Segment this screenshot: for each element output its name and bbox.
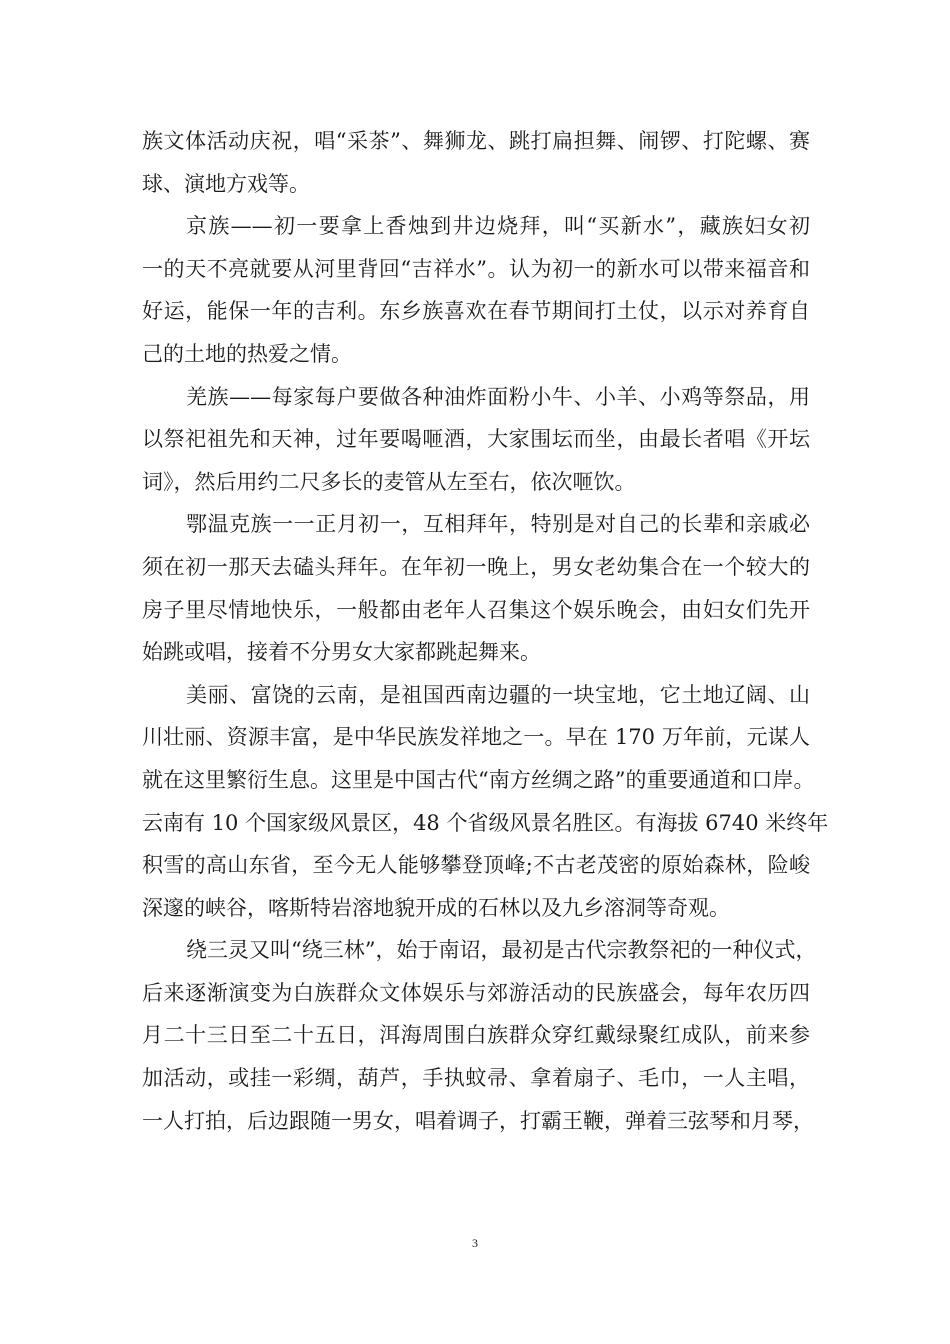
text-line: 加活动，或挂一彩绸，葫芦，手执蚊帚、拿着扇子、毛巾，一人主唱，: [142, 1066, 810, 1091]
text-line: 后来逐渐演变为白族群众文体娱乐与郊游活动的民族盛会，每年农历四: [142, 980, 810, 1005]
text-line: 鄂温克族一一正月初一，互相拜年，特别是对自己的长辈和亲戚必: [186, 512, 810, 537]
text-line: 以祭祀祖先和天神，过年要喝咂酒，大家围坛而坐，由最长者唱《开坛: [142, 427, 810, 452]
text-line: 须在初一那天去磕头拜年。在年初一晚上，男女老幼集合在一个较大的: [142, 554, 810, 579]
text-line: 球、演地方戏等。: [142, 171, 310, 196]
text-line: 一的天不亮就要从河里背回“吉祥水”。认为初一的新水可以带来福音和: [142, 256, 810, 281]
text-line: 己的土地的热爱之情。: [142, 341, 352, 366]
text-line: 深邃的峡谷，喀斯特岩溶地貌开成的石林以及九乡溶洞等奇观。: [142, 895, 730, 920]
text-line: 族文体活动庆祝，唱“采茶”、舞狮龙、跳打扁担舞、闹锣、打陀螺、赛: [142, 129, 810, 153]
text-line: 云南有 10 个国家级风景区，48 个省级风景名胜区。有海拔 6740 米终年: [142, 810, 829, 835]
text-line: 羌族——每家每户要做各种油炸面粉小牛、小羊、小鸡等祭品，用: [186, 384, 810, 409]
text-line: 一人打拍，后边跟随一男女，唱着调子，打霸王鞭，弹着三弦琴和月琴，: [142, 1108, 814, 1133]
text-line: 好运，能保一年的吉利。东乡族喜欢在春节期间打土仗，以示对养育自: [142, 299, 810, 324]
page-number: 3: [472, 1236, 478, 1250]
text-line: 川壮丽、资源丰富，是中华民族发祥地之一。早在 170 万年前，元谋人: [142, 725, 810, 750]
text-line: 京族——初一要拿上香烛到井边烧拜，叫“买新水”，藏族妇女初: [186, 214, 810, 239]
text-line: 月二十三日至二十五日，洱海周围白族群众穿红戴绿聚红成队，前来参: [142, 1023, 810, 1048]
text-line: 就在这里繁衍生息。这里是中国古代“南方丝绸之路”的重要通道和口岸。: [142, 767, 815, 792]
body-text: [142, 120, 829, 1142]
text-line: 绕三灵又叫“绕三林”，始于南诏，最初是古代宗教祭祀的一种仪式，: [186, 938, 817, 963]
text-line: 美丽、富饶的云南，是祖国西南边疆的一块宝地，它土地辽阔、山: [186, 682, 810, 707]
text-line: 积雪的高山东省，至今无人能够攀登顶峰;不古老茂密的原始森林，险峻: [142, 853, 810, 878]
text-line: 房子里尽情地快乐，一般都由老年人召集这个娱乐晚会，由妇女们先开: [142, 597, 810, 622]
text-line: 始跳或唱，接着不分男女大家都跳起舞来。: [142, 640, 541, 665]
text-line: 词》，然后用约二尺多长的麦管从左至右，依次咂饮。: [142, 469, 636, 494]
